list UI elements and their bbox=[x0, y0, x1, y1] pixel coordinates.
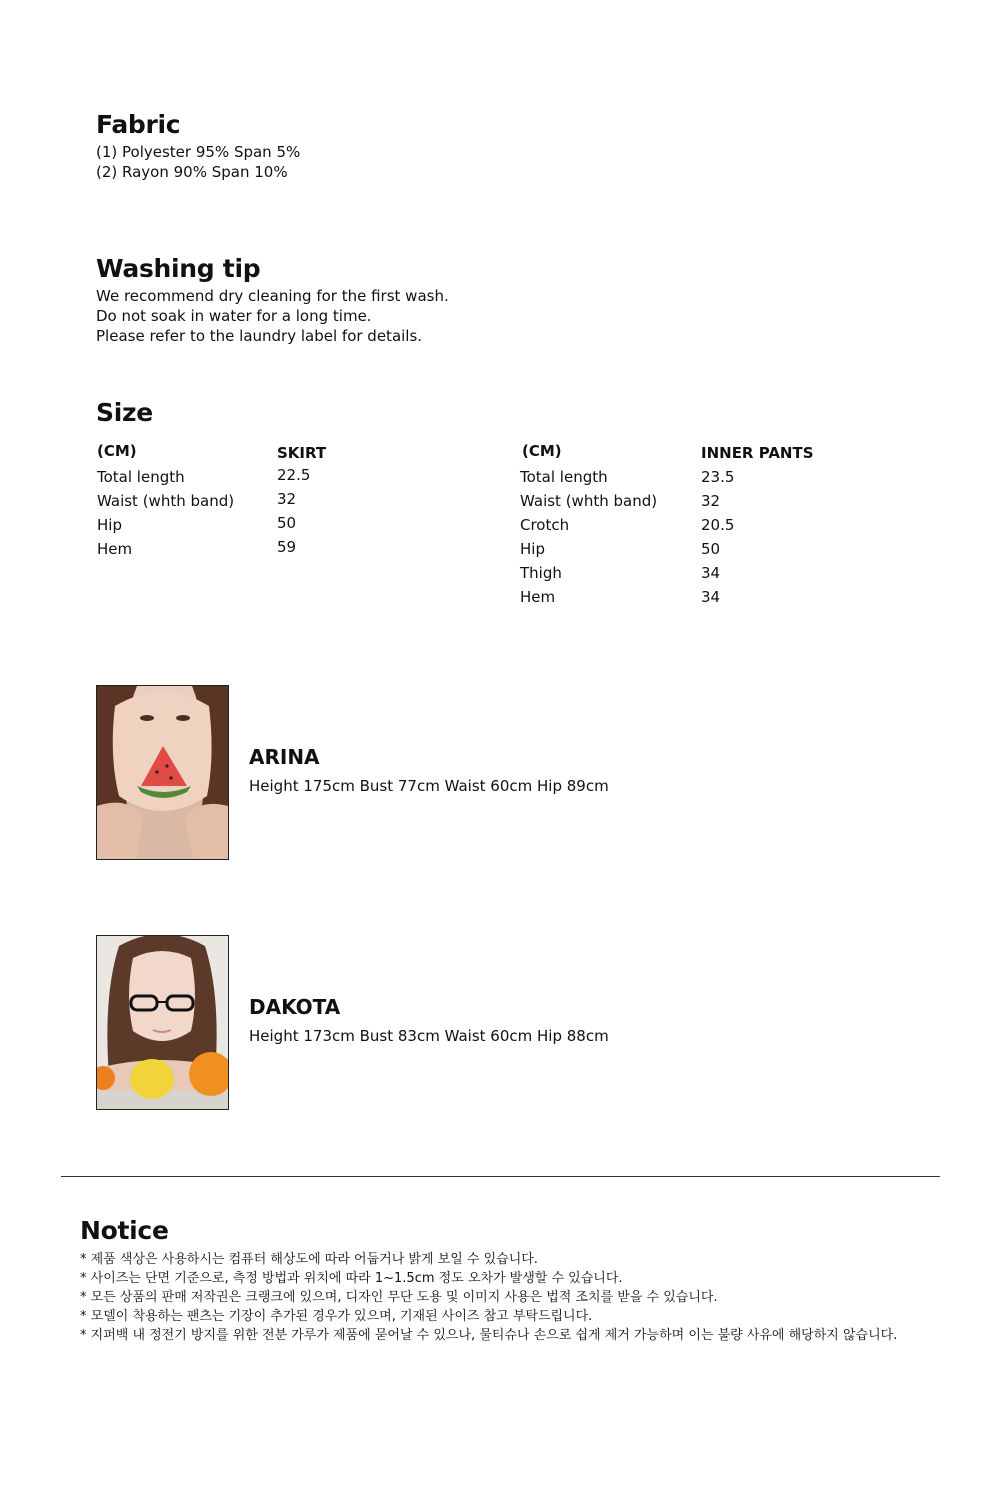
skirt-row-value: 32 bbox=[277, 490, 297, 508]
inner-pants-unit-header: (CM) bbox=[522, 442, 562, 460]
washing-tip-title: Washing tip bbox=[96, 254, 261, 283]
model-measurements: Height 175cm Bust 77cm Waist 60cm Hip 89cm bbox=[249, 777, 609, 795]
inner-pants-row-label: Waist (whth band) bbox=[520, 492, 658, 510]
inner-pants-row-value: 34 bbox=[701, 564, 721, 582]
inner-pants-row-label: Thigh bbox=[520, 564, 562, 582]
skirt-row-label: Hip bbox=[97, 516, 122, 534]
size-section bbox=[96, 398, 153, 428]
model-photo-watermelon-image bbox=[97, 686, 228, 859]
model-card bbox=[96, 935, 656, 1111]
washing-tip-line: Do not soak in water for a long time. bbox=[96, 307, 372, 325]
skirt-size-table bbox=[97, 442, 397, 562]
skirt-row-label: Waist (whth band) bbox=[97, 492, 235, 510]
notice-line: * 제품 색상은 사용하시는 컴퓨터 해상도에 따라 어둡거나 밝게 보일 수 있습니다. bbox=[80, 1252, 538, 1267]
model-measurements: Height 173cm Bust 83cm Waist 60cm Hip 88cm bbox=[249, 1027, 609, 1045]
fabric-title: Fabric bbox=[96, 110, 181, 139]
skirt-row-value: 59 bbox=[277, 538, 297, 556]
inner-pants-row-value: 20.5 bbox=[701, 516, 735, 534]
inner-pants-row-label: Crotch bbox=[520, 516, 570, 534]
inner-pants-row-value: 32 bbox=[701, 492, 721, 510]
notice-section bbox=[80, 1216, 897, 1345]
section-divider bbox=[61, 1176, 940, 1177]
model-name: DAKOTA bbox=[249, 995, 341, 1019]
inner-pants-column-header: INNER PANTS bbox=[701, 444, 814, 462]
notice-line: * 모든 상품의 판매 저작권은 크랭크에 있으며, 디자인 무단 도용 및 이미지 사용은 법적 조치를 받을 수 있습니다. bbox=[80, 1290, 718, 1305]
notice-line: * 사이즈는 단면 기준으로, 측정 방법과 위치에 따라 1~1.5cm 정도 오차가 발생할 수 있습니다. bbox=[80, 1271, 623, 1286]
notice-title: Notice bbox=[80, 1216, 169, 1245]
skirt-row-label: Total length bbox=[97, 468, 185, 486]
inner-pants-row-value: 50 bbox=[701, 540, 721, 558]
washing-tip-line: We recommend dry cleaning for the first wash. bbox=[96, 287, 449, 305]
inner-pants-row-value: 23.5 bbox=[701, 468, 735, 486]
fabric-line: (2) Rayon 90% Span 10% bbox=[96, 163, 288, 181]
model-card bbox=[96, 685, 656, 861]
inner-pants-size-table bbox=[520, 442, 850, 612]
washing-tip-section bbox=[96, 254, 449, 346]
skirt-row-value: 50 bbox=[277, 514, 297, 532]
inner-pants-row-value: 34 bbox=[701, 588, 721, 606]
inner-pants-row-label: Hip bbox=[520, 540, 545, 558]
fabric-section bbox=[96, 110, 300, 182]
model-photo bbox=[96, 685, 229, 860]
skirt-row-value: 22.5 bbox=[277, 466, 311, 484]
notice-line: * 모델이 착용하는 팬츠는 기장이 추가된 경우가 있으며, 기재된 사이즈 참고 부탁드립니다. bbox=[80, 1309, 593, 1324]
model-name: ARINA bbox=[249, 745, 320, 769]
size-title: Size bbox=[96, 398, 153, 427]
inner-pants-row-label: Total length bbox=[520, 468, 608, 486]
fabric-line: (1) Polyester 95% Span 5% bbox=[96, 143, 301, 161]
model-photo-citrus-image bbox=[97, 936, 228, 1109]
skirt-column-header: SKIRT bbox=[277, 444, 327, 462]
model-photo bbox=[96, 935, 229, 1110]
washing-tip-line: Please refer to the laundry label for details. bbox=[96, 327, 423, 345]
skirt-row-label: Hem bbox=[97, 540, 133, 558]
notice-line: * 지퍼백 내 정전기 방지를 위한 전분 가루가 제품에 묻어날 수 있으나, 물티슈나 손으로 쉽게 제거 가능하며 이는 불량 사유에 해당하지 않습니다. bbox=[80, 1328, 898, 1343]
inner-pants-row-label: Hem bbox=[520, 588, 556, 606]
skirt-unit-header: (CM) bbox=[97, 442, 137, 460]
